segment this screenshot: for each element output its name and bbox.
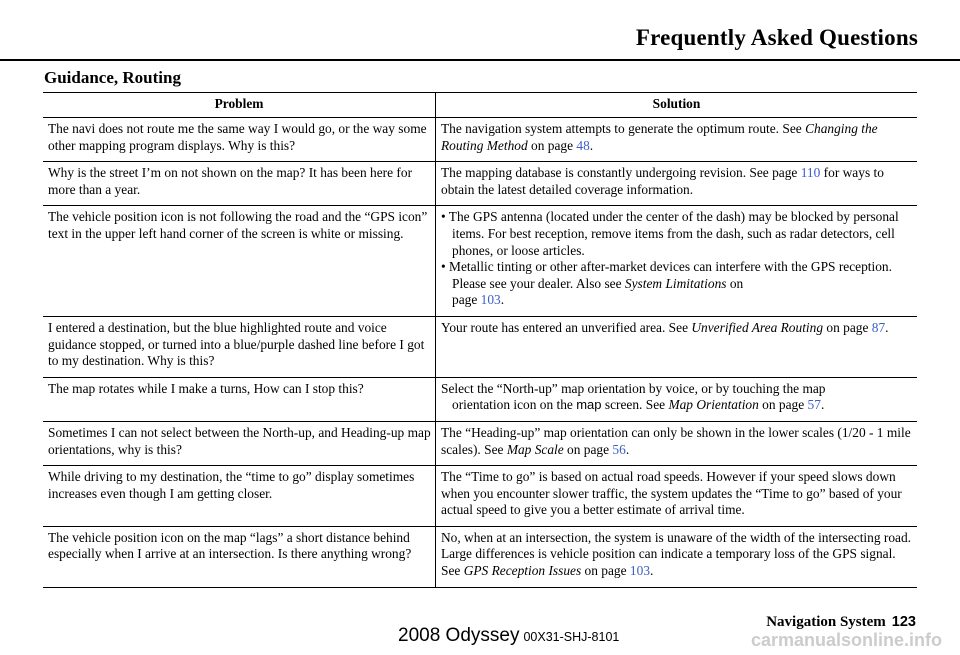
page-link[interactable]: 57 xyxy=(807,397,821,413)
table-header-row xyxy=(43,93,917,118)
cross-reference: Map Orientation xyxy=(668,397,759,413)
solution-cell xyxy=(436,206,918,317)
cross-reference: Unverified Area Routing xyxy=(691,319,824,335)
problem-cell: While driving to my destination, the “time to go” display sometimes increases even though I am getting closer. xyxy=(43,466,436,527)
problem-cell: I entered a destination, but the blue highlighted route and voice guidance stopped, or turned into a blue/purple dashed line before I got to my destination. Why is this? xyxy=(43,316,436,377)
table-row xyxy=(43,316,917,377)
solution-column-header: Solution xyxy=(436,93,918,118)
footer-page-number: Navigation System 123 xyxy=(766,614,916,630)
bullet-item: • Metallic tinting or other after-market devices can interfere with the GPS reception. Please see your dealer. Also see System Limitations on xyxy=(441,259,892,291)
table-row xyxy=(43,377,917,421)
map-button-label: map xyxy=(576,397,602,413)
page-link[interactable]: 48 xyxy=(576,137,590,153)
problem-cell: The vehicle position icon on the map “lags” a short distance behind especially when I arrive at an intersection. Is there anything wrong? xyxy=(43,526,436,587)
solution-cell: The navigation system attempts to generate the optimum route. See Changing the Routing Method on page 48. xyxy=(436,118,918,162)
problem-cell: The navi does not route me the same way I would go, or the way some other mapping program displays. Why is this? xyxy=(43,118,436,162)
bullet-continuation: page 103. xyxy=(452,292,505,308)
solution-cell: Select the “North-up” map orientation by voice, or by touching the map orientation icon on the map screen. See Map Orientation on page 57. xyxy=(436,377,918,421)
solution-cell: Your route has entered an unverified area. See Unverified Area Routing on page 87. xyxy=(436,316,918,377)
table-row xyxy=(43,421,917,465)
solution-continuation: orientation icon on the map screen. See Map Orientation on page 57. xyxy=(452,397,825,413)
page-title: Frequently Asked Questions xyxy=(635,25,918,50)
page-link[interactable]: 87 xyxy=(871,319,886,335)
solution-cell: The mapping database is constantly undergoing revision. See page 110 for ways to obtain the latest detailed coverage information. xyxy=(436,162,918,206)
footer-model: 2008 Odyssey 00X31-SHJ-8101 xyxy=(398,625,620,646)
table-row xyxy=(43,466,917,527)
problem-column-header: Problem xyxy=(43,93,436,118)
table-row xyxy=(43,206,917,317)
problem-cell: The map rotates while I make a turns, How can I stop this? xyxy=(43,377,436,421)
problem-cell: Why is the street I’m on not shown on the map? It has been here for more than a year. xyxy=(43,162,436,206)
problem-cell: The vehicle position icon is not following the road and the “GPS icon” text in the upper left hand corner of the screen is white or missing. xyxy=(43,206,436,317)
solution-cell: No, when at an intersection, the system is unaware of the width of the intersecting road. Large differences is vehicle position can indicate a temporary loss of the GPS signal. See GPS Reception Issues on page 103. xyxy=(436,526,918,587)
section-heading: Guidance, Routing xyxy=(44,68,181,87)
page-link[interactable]: 56 xyxy=(612,441,626,457)
table-row xyxy=(43,162,917,206)
solution-cell: The “Time to go” is based on actual road speeds. However if your speed slows down when you encounter slower traffic, the system updates the “Time to go” based of your actual speed to give you a better estimate of arrival time. xyxy=(436,466,918,527)
bullet-item: • The GPS antenna (located under the center of the dash) may be blocked by personal items. For best reception, remove items from the dash, such as radar detectors, cell phones, or loose articles. xyxy=(441,209,899,258)
watermark: carmanualsonline.info xyxy=(750,630,942,650)
page-link[interactable]: 103 xyxy=(480,292,501,308)
table-row xyxy=(43,118,917,162)
solution-cell: The “Heading-up” map orientation can only be shown in the lower scales (1/20 - 1 mile scales). See Map Scale on page 56. xyxy=(436,421,918,465)
page-link[interactable]: 110 xyxy=(800,165,821,181)
table-row xyxy=(43,526,917,587)
cross-reference: GPS Reception Issues xyxy=(463,563,582,579)
cross-reference: Map Scale xyxy=(506,441,564,457)
cross-reference: System Limitations xyxy=(624,275,727,291)
page-link[interactable]: 103 xyxy=(629,563,651,579)
title-rule xyxy=(0,59,960,61)
faq-table xyxy=(43,92,917,588)
problem-cell: Sometimes I can not select between the North-up, and Heading-up map orientations, why is this? xyxy=(43,421,436,465)
cross-reference: Changing the Routing Method xyxy=(441,121,878,153)
